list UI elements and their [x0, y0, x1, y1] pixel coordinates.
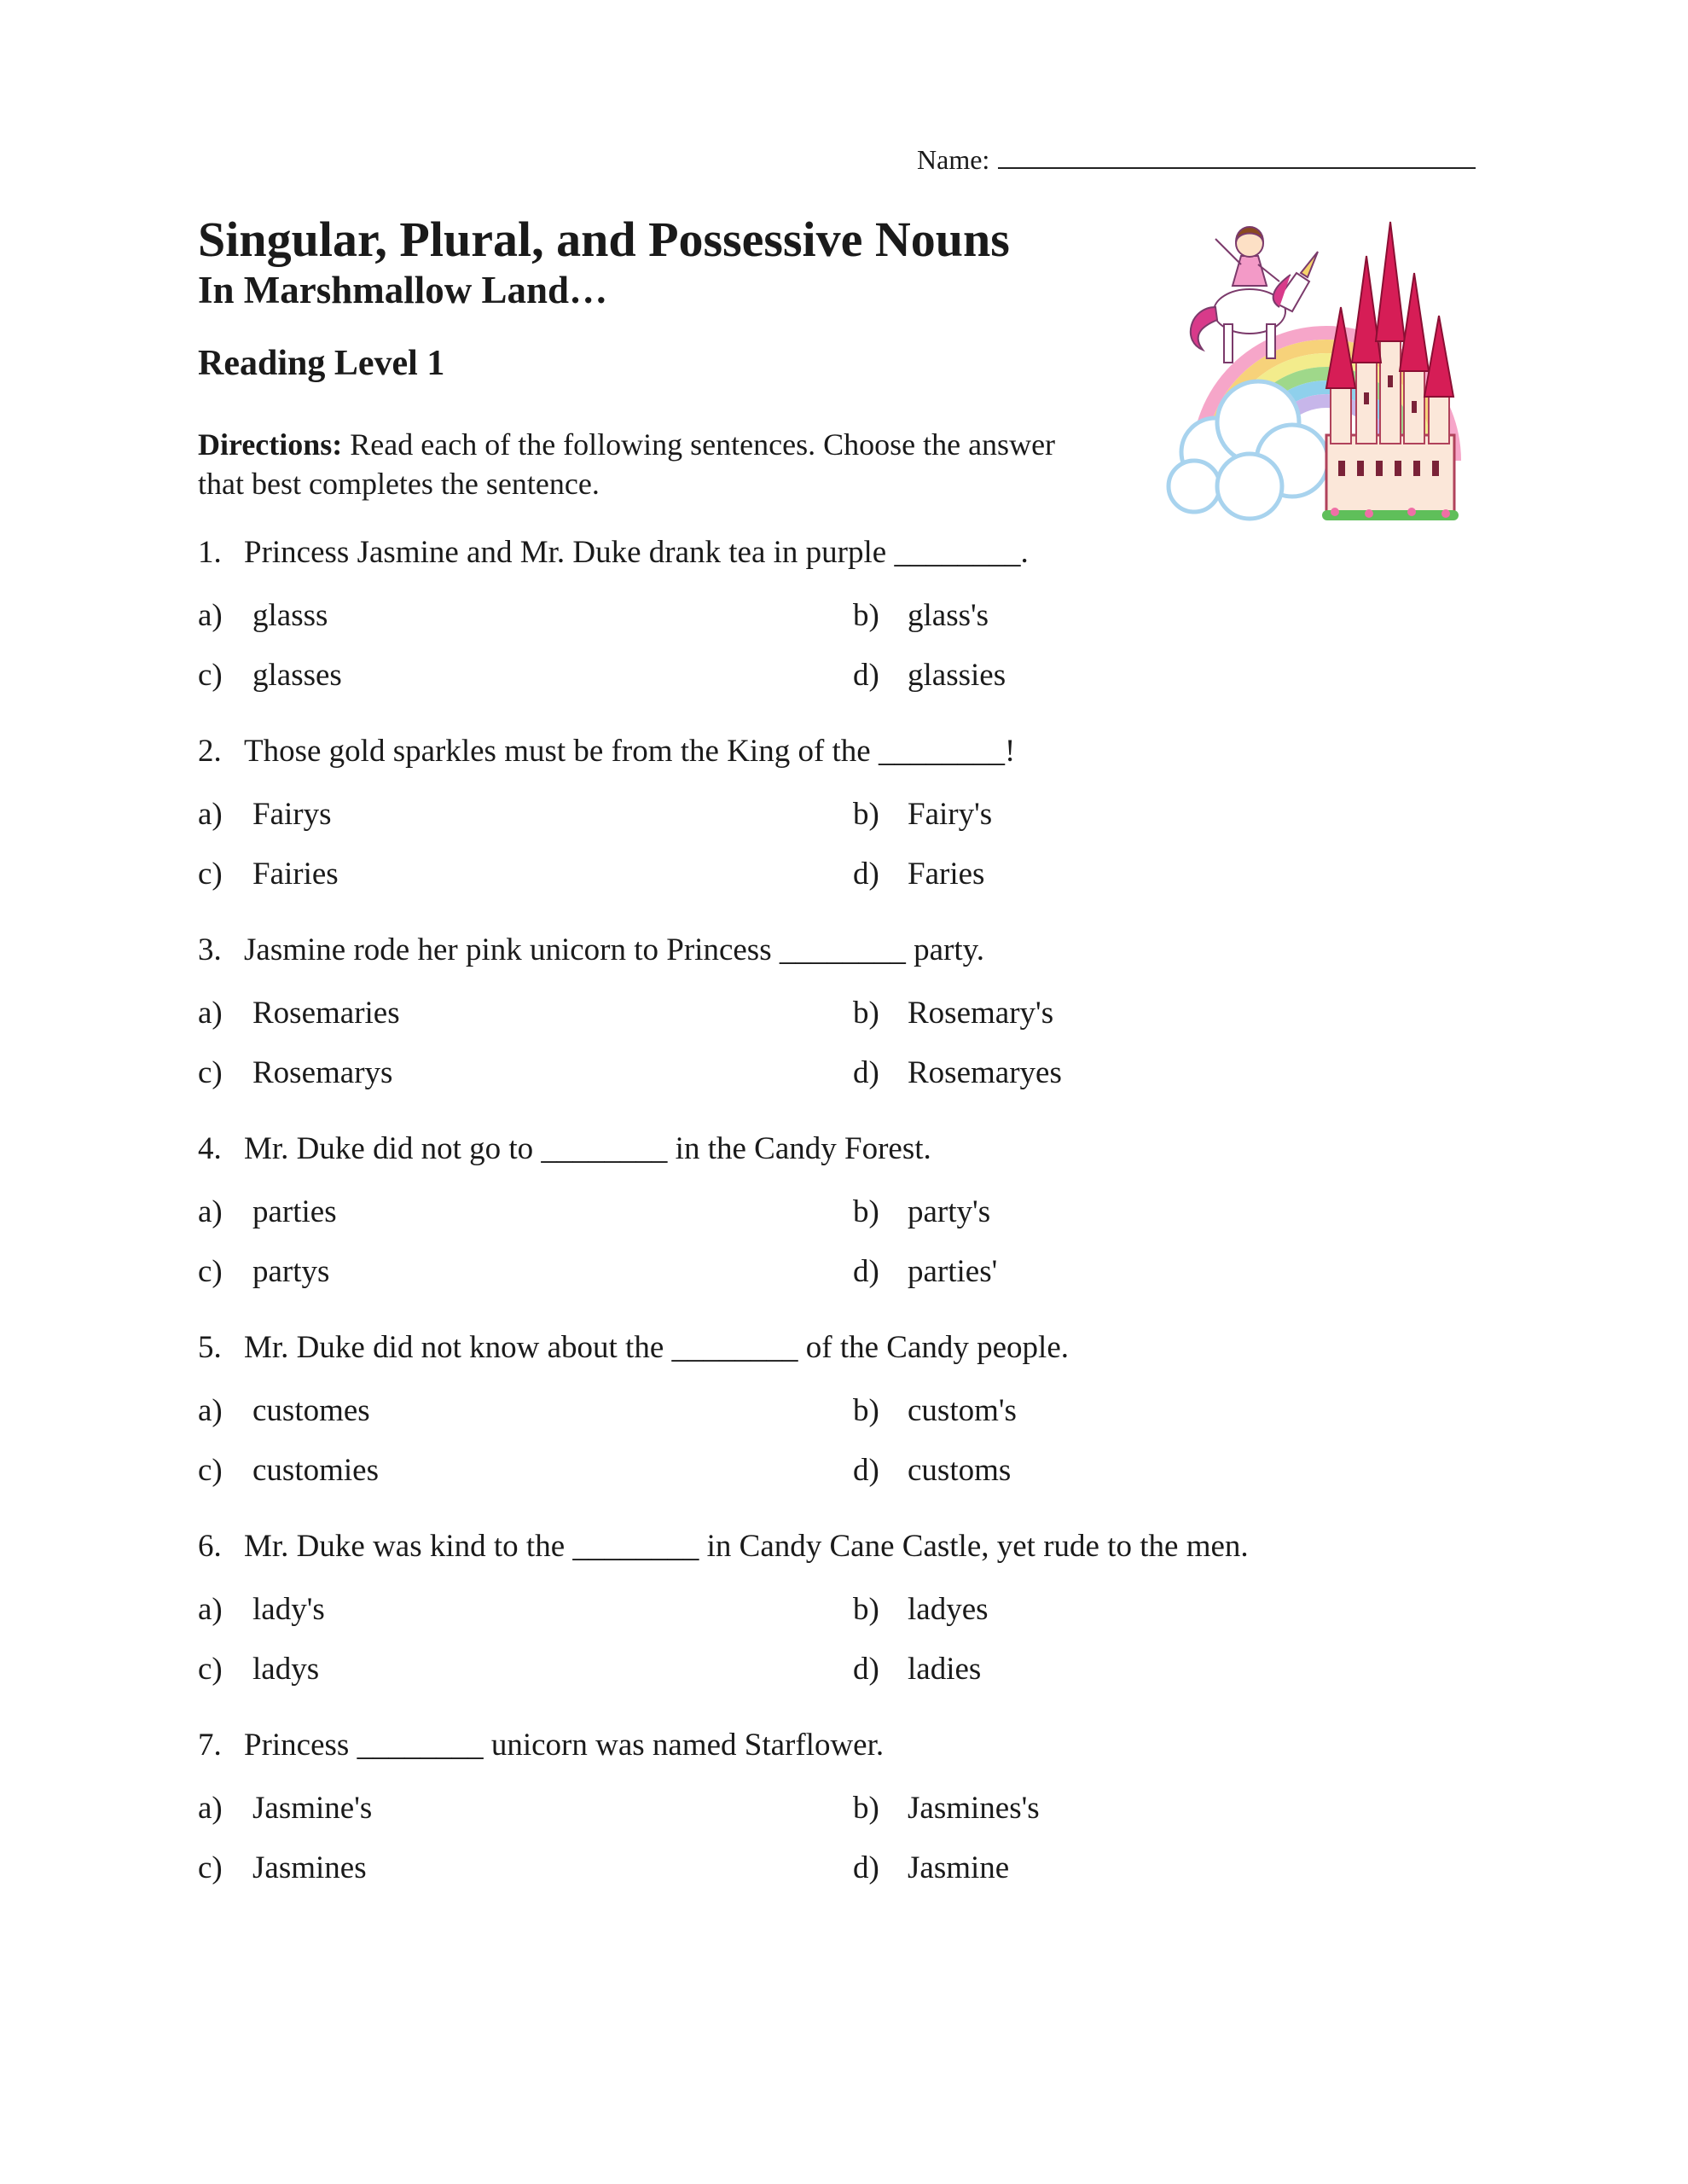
question-6	[198, 1528, 1249, 1565]
answer-option[interactable]	[853, 1850, 1009, 1886]
answer-option[interactable]	[198, 1452, 379, 1489]
question-text: Princess Jasmine and Mr. Duke drank tea in purple ________.	[244, 535, 1029, 570]
worksheet-subtitle: In Marshmallow Land…	[198, 269, 608, 311]
question-text: Princess ________ unicorn was named Starflower.	[244, 1728, 885, 1763]
question-number: 4.	[198, 1131, 222, 1166]
question-number: 1.	[198, 535, 222, 570]
option-letter: d)	[853, 1652, 879, 1687]
option-letter: d)	[853, 1254, 879, 1289]
option-text: customies	[252, 1453, 379, 1488]
question-text: Mr. Duke was kind to the ________ in Candy Cane Castle, yet rude to the men.	[244, 1529, 1249, 1564]
option-letter: b)	[853, 996, 879, 1031]
option-text: customes	[252, 1393, 370, 1428]
directions-text-2: that best completes the sentence.	[198, 467, 600, 501]
question-4	[198, 1130, 931, 1167]
option-text: Fairies	[252, 857, 339, 892]
answer-option[interactable]	[853, 597, 989, 634]
answer-option[interactable]	[853, 657, 1006, 694]
option-text: partys	[252, 1254, 330, 1289]
answer-option[interactable]	[853, 1194, 990, 1230]
question-text: Mr. Duke did not know about the ________ of the Candy people.	[244, 1330, 1070, 1365]
option-letter: c)	[198, 1055, 223, 1090]
option-text: Fairys	[252, 797, 332, 832]
option-letter: b)	[853, 1592, 879, 1627]
option-text: customs	[908, 1453, 1012, 1488]
option-text: ladies	[908, 1652, 982, 1687]
option-text: Rosemarys	[252, 1055, 393, 1090]
option-letter: b)	[853, 1194, 879, 1229]
option-letter: a)	[198, 1592, 223, 1627]
answer-option[interactable]	[198, 1591, 325, 1628]
option-letter: d)	[853, 1850, 879, 1885]
answer-option[interactable]	[198, 796, 332, 833]
answer-option[interactable]	[198, 1194, 337, 1230]
question-3	[198, 932, 984, 968]
answer-option[interactable]	[198, 1850, 367, 1886]
answer-option[interactable]	[853, 1790, 1040, 1827]
answer-option[interactable]	[853, 1651, 981, 1687]
option-letter: c)	[198, 1850, 223, 1885]
question-number: 2.	[198, 734, 222, 769]
answer-option[interactable]	[853, 1452, 1011, 1489]
option-letter: d)	[853, 1453, 879, 1488]
option-text: Faries	[908, 857, 985, 892]
question-1	[198, 534, 1029, 571]
answer-option[interactable]	[198, 1651, 319, 1687]
directions-text-1: Read each of the following sentences. Choose the answer	[350, 427, 1056, 462]
question-number: 5.	[198, 1330, 222, 1365]
name-label: Name:	[917, 144, 990, 175]
question-number: 6.	[198, 1529, 222, 1564]
option-letter: c)	[198, 857, 223, 892]
option-text: Jasmines's	[908, 1791, 1040, 1826]
option-letter: b)	[853, 1393, 879, 1428]
answer-option[interactable]	[853, 1054, 1062, 1091]
option-text: glass's	[908, 598, 989, 633]
option-letter: a)	[198, 1791, 223, 1826]
name-blank-line[interactable]	[998, 143, 1476, 169]
answer-option[interactable]	[853, 995, 1053, 1031]
option-text: Jasmines	[252, 1850, 367, 1885]
option-text: Rosemary's	[908, 996, 1054, 1031]
option-letter: c)	[198, 1453, 223, 1488]
option-letter: d)	[853, 658, 879, 693]
answer-option[interactable]	[198, 657, 342, 694]
option-text: parties	[252, 1194, 337, 1229]
option-text: Jasmine	[908, 1850, 1010, 1885]
option-text: custom's	[908, 1393, 1017, 1428]
option-letter: d)	[853, 1055, 879, 1090]
option-letter: c)	[198, 1652, 223, 1687]
answer-option[interactable]	[198, 856, 339, 892]
name-field[interactable]	[917, 143, 1476, 176]
answer-option[interactable]	[853, 1392, 1017, 1429]
option-letter: c)	[198, 1254, 223, 1289]
answer-option[interactable]	[198, 597, 328, 634]
answer-option[interactable]	[853, 856, 984, 892]
question-number: 7.	[198, 1728, 222, 1763]
question-number: 3.	[198, 932, 222, 967]
option-letter: d)	[853, 857, 879, 892]
answer-option[interactable]	[198, 1054, 392, 1091]
answer-option[interactable]	[198, 1790, 372, 1827]
option-letter: c)	[198, 658, 223, 693]
answer-option[interactable]	[198, 1253, 329, 1290]
option-text: Jasmine's	[252, 1791, 373, 1826]
option-letter: b)	[853, 598, 879, 633]
option-letter: a)	[198, 996, 223, 1031]
directions	[198, 425, 1136, 503]
option-text: parties'	[908, 1254, 998, 1289]
answer-option[interactable]	[853, 1253, 997, 1290]
option-text: ladys	[252, 1652, 320, 1687]
option-text: Rosemaryes	[908, 1055, 1062, 1090]
reading-level: Reading Level 1	[198, 344, 445, 383]
option-text: party's	[908, 1194, 991, 1229]
answer-option[interactable]	[198, 1392, 370, 1429]
option-text: ladyes	[908, 1592, 989, 1627]
option-text: glassies	[908, 658, 1006, 693]
princess-unicorn-castle-icon	[1156, 205, 1480, 533]
option-letter: a)	[198, 598, 223, 633]
answer-option[interactable]	[198, 995, 400, 1031]
option-letter: a)	[198, 1393, 223, 1428]
question-text: Mr. Duke did not go to ________ in the Candy Forest.	[244, 1131, 931, 1166]
option-text: lady's	[252, 1592, 325, 1627]
option-text: Rosemaries	[252, 996, 400, 1031]
option-letter: a)	[198, 797, 223, 832]
option-letter: b)	[853, 797, 879, 832]
answer-option[interactable]	[853, 1591, 989, 1628]
answer-option[interactable]	[853, 796, 992, 833]
option-text: Fairy's	[908, 797, 993, 832]
worksheet-title: Singular, Plural, and Possessive Nouns	[198, 212, 1010, 267]
option-text: glasss	[252, 598, 328, 633]
question-2	[198, 733, 1015, 770]
option-letter: a)	[198, 1194, 223, 1229]
option-text: glasses	[252, 658, 342, 693]
directions-label: Directions:	[198, 427, 343, 462]
question-text: Those gold sparkles must be from the King of the ________!	[244, 734, 1016, 769]
question-5	[198, 1329, 1069, 1366]
question-text: Jasmine rode her pink unicorn to Princess ________ party.	[244, 932, 984, 967]
option-letter: b)	[853, 1791, 879, 1826]
question-7	[198, 1727, 884, 1763]
